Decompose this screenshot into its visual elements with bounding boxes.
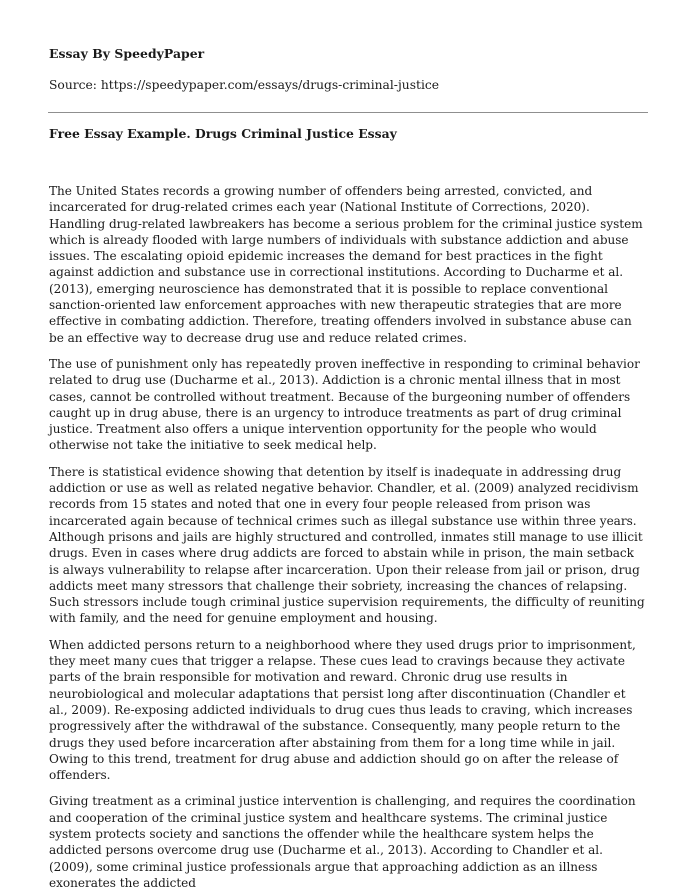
- brand-heading: Essay By SpeedyPaper: [49, 46, 205, 61]
- paragraph: There is statistical evidence showing that detention by itself is inadequate in addressing drug addiction or use as well as related negative behavior. Chandler, et al. (2009) analyzed recidivism records from 15 states and noted that one in every four people released from prison was incarcerated again because of technical crimes such as illegal substance use within three years. Although prisons and jails are highly structured and controlled, inmates still manage to use illicit drugs. Even in cases where drug addicts are forced to abstain while in prison, the main setback is always vulnerability to relapse after incarceration. Upon their release from jail or prison, drug addicts meet many stressors that challenge their sobriety, increasing the chances of relapsing. Such stressors include tough criminal justice supervision requirements, the difficulty of reuniting with family, and the need for genuine employment and housing.: [49, 464, 645, 626]
- divider: [48, 112, 648, 113]
- paragraph: Giving treatment as a criminal justice intervention is challenging, and requires the coordination and cooperation of the criminal justice system and healthcare systems. The criminal justice system protects society and sanctions the offender while the healthcare system helps the addicted persons overcome drug use (Ducharme et al., 2013). According to Chandler et al. (2009), some criminal justice professionals argue that approaching addiction as an illness exonerates the addicted: [49, 794, 636, 890]
- paragraph: The use of punishment only has repeatedly proven ineffective in responding to criminal behavior related to drug use (Ducharme et al., 2013). Addiction is a chronic mental illness that in most cases, cannot be controlled without treatment. Because of the burgeoning number of offenders caught up in drug abuse, there is an urgency to introduce treatments as part of drug criminal justice. Treatment also offers a unique intervention opportunity for the people who would otherwise not take the initiative to seek medical help.: [49, 356, 640, 453]
- paragraph: When addicted persons return to a neighborhood where they used drugs prior to imprisonment, they meet many cues that trigger a relapse. These cues lead to cravings because they activate parts of the brain responsible for motivation and reward. Chronic drug use results in neurobiological and molecular adaptations that persist long after discontinuation (Chandler et al., 2009). Re-exposing addicted individuals to drug cues thus leads to craving, which increases progressively after the withdrawal of the substance. Consequently, many people return to the drugs they used before incarceration after abstaining from them for a long time while in jail. Owing to this trend, treatment for drug abuse and addiction should go on after the release of offenders.: [49, 637, 636, 783]
- essay-title: Free Essay Example. Drugs Criminal Justice Essay: [49, 126, 397, 141]
- paragraph: The United States records a growing number of offenders being arrested, convicted, and incarcerated for drug-related crimes each year (National Institute of Corrections, 2020). Handling drug-related lawbreakers has become a serious problem for the criminal justice system which is already flooded with large numbers of individuals with substance addiction and abuse issues. The escalating opioid epidemic increases the demand for best practices in the fight against addiction and substance use in correctional institutions. According to Ducharme et al. (2013), emerging neuroscience has demonstrated that it is possible to replace conventional sanction-oriented law enforcement approaches with new therapeutic strategies that are more effective in combating addiction. Therefore, treating offenders involved in substance abuse can be an effective way to decrease drug use and reduce related crimes.: [49, 184, 643, 345]
- essay-body: [49, 183, 645, 891]
- source-line: Source: https://speedypaper.com/essays/drugs-criminal-justice: [49, 78, 440, 92]
